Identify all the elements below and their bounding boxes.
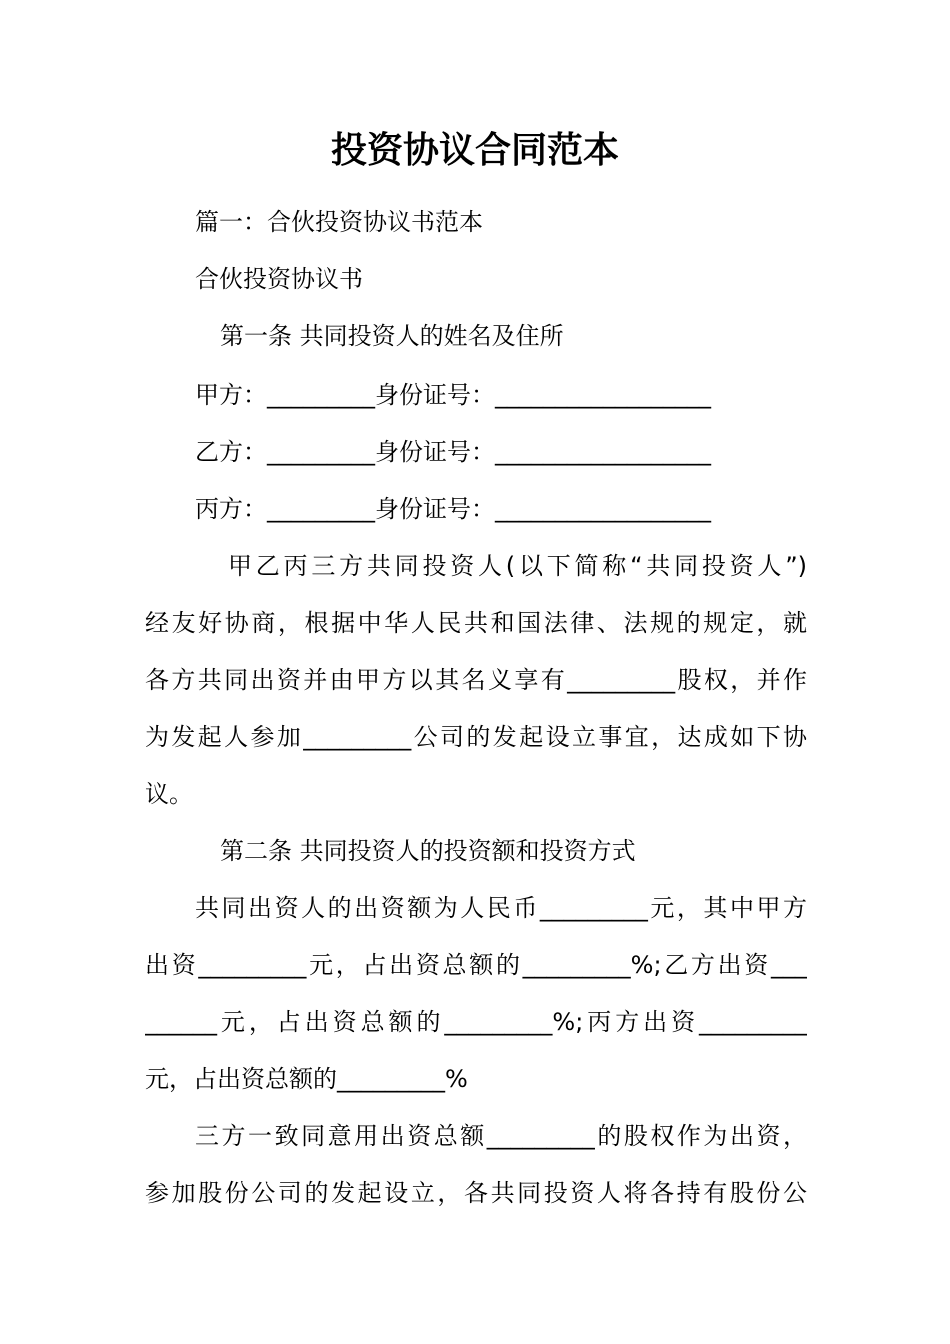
paragraph-line: 参加股份公司的发起设立，各共同投资人将各持有股份公 — [145, 1179, 807, 1207]
paragraph-line: 元，占出资总额的_________% — [145, 1065, 468, 1093]
document-title: 投资协议合同范本 — [330, 129, 619, 171]
article-1-heading: 第一条 共同投资人的姓名及住所 — [220, 322, 564, 350]
article-2-heading: 第二条 共同投资人的投资额和投资方式 — [220, 837, 636, 865]
paragraph-line: 经友好协商，根据中华人民共和国法律、法规的规定，就 — [145, 609, 807, 637]
paragraph-line: 为发起人参加_________公司的发起设立事宜，达成如下协 — [145, 723, 807, 751]
party-a-line: 甲方：_________身份证号：__________________ — [195, 381, 711, 409]
section-heading: 篇一：合伙投资协议书范本 — [195, 208, 483, 236]
paragraph-line: 各方共同出资并由甲方以其名义享有_________股权，并作 — [145, 666, 807, 694]
subtitle: 合伙投资协议书 — [195, 265, 363, 293]
party-b-line: 乙方：_________身份证号：__________________ — [195, 438, 711, 466]
paragraph-line: ______元，占出资总额的_________%;丙方出资_________ — [145, 1008, 807, 1036]
paragraph-line: 出资_________元，占出资总额的_________%;乙方出资___ — [145, 951, 807, 979]
paragraph-line: 议。 — [145, 780, 193, 808]
party-c-line: 丙方：_________身份证号：__________________ — [195, 495, 711, 523]
paragraph-line: 三方一致同意用出资总额_________的股权作为出资， — [195, 1122, 807, 1150]
paragraph-line: 甲乙丙三方共同投资人(以下简称“共同投资人”) — [228, 552, 807, 580]
paragraph-line: 共同出资人的出资额为人民币_________元，其中甲方 — [195, 894, 807, 922]
